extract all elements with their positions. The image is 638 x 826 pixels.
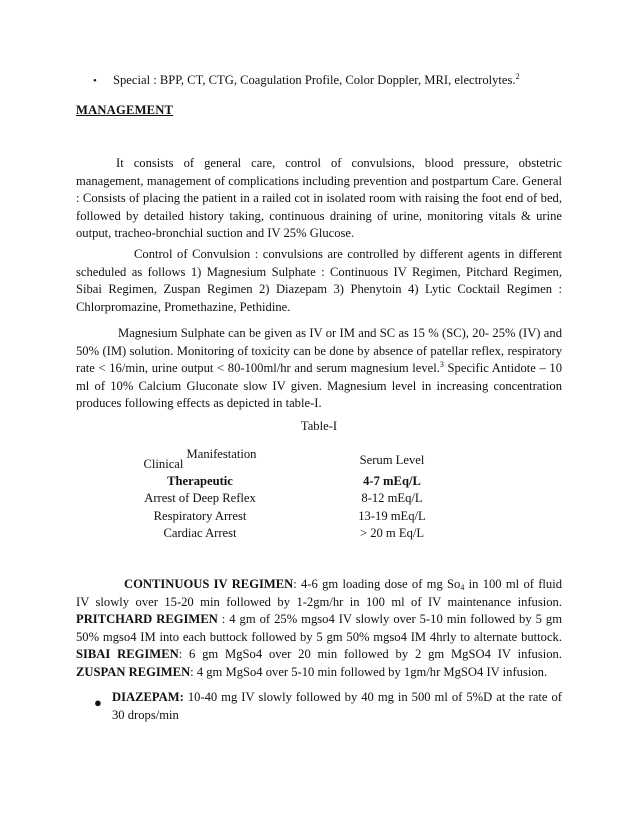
pritchard-regimen-text: : 4 gm of 25% mgso4 IV slowly over 5-10 min followed by 5 gm 50% mgso4 IM into each buttock followed by 5 gm 50% mgso4 IM 4hrly to alternate buttock. <box>76 612 562 644</box>
special-investigations-text: Special : BPP, CT, CTG, Coagulation Profile, Color Doppler, MRI, electrolytes. <box>113 73 516 87</box>
table-cell-level: 8-12 mEq/L <box>361 491 423 505</box>
table-header-serum-level: Serum Level <box>359 453 425 467</box>
magnesium-sulphate-paragraph <box>76 325 562 413</box>
list-bullet: • <box>93 75 97 87</box>
special-investigations-item <box>113 72 573 90</box>
table-cell-manifestation: Therapeutic <box>167 474 233 488</box>
reference-superscript: 2 <box>515 72 520 81</box>
diazepam-label: DIAZEPAM: <box>112 690 184 704</box>
sibai-regimen-label: SIBAI REGIMEN <box>76 647 179 661</box>
regimens-paragraph <box>76 576 562 681</box>
management-heading: MANAGEMENT <box>76 103 174 117</box>
table-cell-level: > 20 m Eq/L <box>359 526 425 540</box>
reference-superscript: 3 <box>439 360 444 369</box>
convulsion-control-paragraph: Control of Convulsion : convulsions are controlled by different agents in different scheduled as follows 1) Magnesium Sulphate : Continuous IV Regimen, Pitchard Regimen, Sibai Regimen, Zuspan Regimen 2) Diazepam 3) Phenytoin 4) Lytic Cocktail Regimen : Chlorpromazine, Promethazine, Pethidine. <box>76 247 562 314</box>
zuspan-regimen-text: : 4 gm MgSo4 over 5-10 min followed by 1gm/hr MgSO4 IV infusion. <box>190 664 548 679</box>
continuous-regimen-text-b: in 100 ml of fluid IV slowly over 15-20 min followed by 1-2gm/hr in 100 ml of IV maintenance infusion. <box>76 577 563 609</box>
diazepam-text: 10-40 mg IV slowly followed by 40 mg in 500 ml of 5%D at the rate of 30 drops/min <box>112 690 562 722</box>
header-word-clinical: Clinical <box>143 457 184 471</box>
table-cell-manifestation: Cardiac Arrest <box>163 526 237 540</box>
table-cell-level: 13-19 mEq/L <box>358 509 426 523</box>
sibai-regimen-text: : 6 gm MgSo4 over 20 min followed by 2 gm MgSO4 IV infusion. <box>178 647 562 661</box>
table-cell-manifestation: Respiratory Arrest <box>153 509 247 523</box>
diazepam-item <box>112 689 562 724</box>
continuous-regimen-text-a: : 4-6 gm loading dose of mg So <box>293 577 461 591</box>
table-header-manifestation <box>140 447 260 471</box>
magnesium-text-part1: Magnesium Sulphate can be given as IV or IM and SC as 15 % (SC), 20- 25% (IV) and 50% (IM) solution. Monitoring of toxicity can be done by absence of patellar reflex, respiratory rate < 16/min, urine output < 80-100ml/hr and serum magnesium level. <box>76 326 562 375</box>
header-word-manifestation: Manifestation <box>186 447 257 461</box>
table-cell-level: 4-7 mEq/L <box>363 474 421 488</box>
list-bullet: ● <box>94 695 102 710</box>
continuous-regimen-label: CONTINUOUS IV REGIMEN <box>124 577 294 591</box>
pritchard-regimen-label: PRITCHARD REGIMEN <box>76 612 218 626</box>
general-care-paragraph: It consists of general care, control of convulsions, blood pressure, obstetric management, management of complications including prevention and postpartum Care. General : Consists of placing the patient in a railed cot in isolated room with raising the foot end of bed, followed by detailed history taking, continuous draining of urine, monitoring vitals & urine output, tracheo-bronchial suction and IV 25% Glucose. <box>76 156 562 240</box>
subscript-four: 4 <box>460 583 465 592</box>
table-title: Table-I <box>300 419 338 433</box>
table-cell-manifestation: Arrest of Deep Reflex <box>144 491 256 505</box>
magnesium-text-part2: Specific Antidote – 10 ml of 10% Calcium Gluconate slow IV given. Magnesium level in increasing concentration produces following effects as depicted in table-I. <box>76 361 562 410</box>
zuspan-regimen-label: ZUSPAN REGIMEN <box>76 664 191 679</box>
